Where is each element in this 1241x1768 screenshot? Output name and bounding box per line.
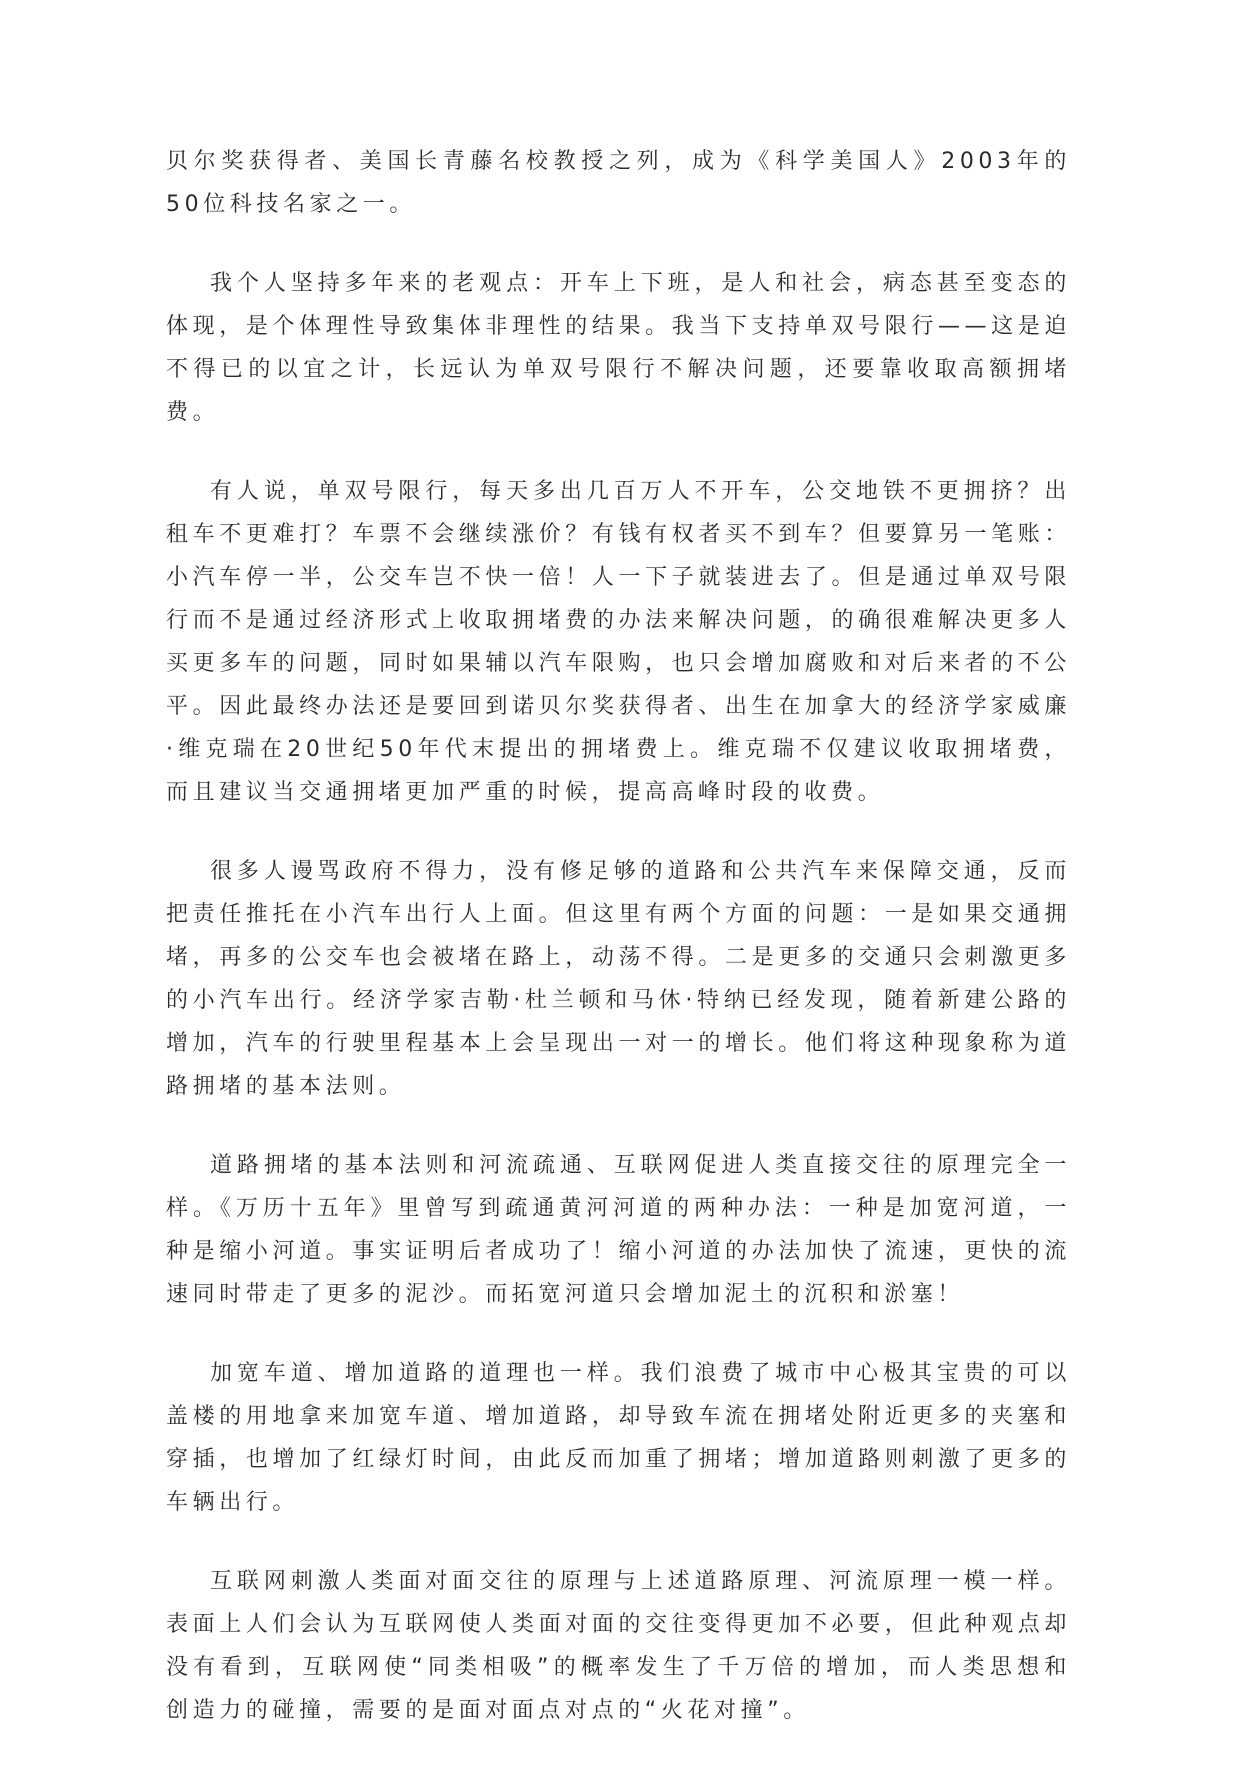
- paragraph-2: 我个人坚持多年来的老观点：开车上下班，是人和社会，病态甚至变态的体现，是个体理性导致集体非理性的结果。我当下支持单双号限行——这是迫不得已的以宜之计，长远认为单双号限行不解决问题，还要靠收取高额拥堵费。: [166, 271, 1071, 425]
- paragraph-4: 很多人谩骂政府不得力，没有修足够的道路和公共汽车来保障交通，反而把责任推托在小汽车出行人上面。但这里有两个方面的问题：一是如果交通拥堵，再多的公交车也会被堵在路上，动荡不得。二是更多的交通只会刺激更多的小汽车出行。经济学家吉勒·杜兰顿和马休·特纳已经发现，随着新建公路的增加，汽车的行驶里程基本上会呈现出一对一的增长。他们将这种现象称为道路拥堵的基本法则。: [166, 859, 1071, 1099]
- document-page: [166, 140, 1071, 1768]
- paragraph-7: 互联网刺激人类面对面交往的原理与上述道路原理、河流原理一模一样。表面上人们会认为互联网使人类面对面的交往变得更加不必要，但此种观点却没有看到，互联网使“同类相吸”的概率发生了千万倍的增加，而人类思想和创造力的碰撞，需要的是面对面点对点的“火花对撞”。: [166, 1569, 1071, 1723]
- paragraph-1: 贝尔奖获得者、美国长青藤名校教授之列，成为《科学美国人》2003年的50位科技名家之一。: [166, 149, 1071, 217]
- paragraph-5: 道路拥堵的基本法则和河流疏通、互联网促进人类直接交往的原理完全一样。《万历十五年》里曾写到疏通黄河河道的两种办法：一种是加宽河道，一种是缩小河道。事实证明后者成功了！缩小河道的办法加快了流速，更快的流速同时带走了更多的泥沙。而拓宽河道只会增加泥土的沉积和淤塞！: [166, 1153, 1071, 1307]
- paragraph-6: 加宽车道、增加道路的道理也一样。我们浪费了城市中心极其宝贵的可以盖楼的用地拿来加宽车道、增加道路，却导致车流在拥堵处附近更多的夹塞和穿插，也增加了红绿灯时间，由此反而加重了拥堵；增加道路则刺激了更多的车辆出行。: [166, 1361, 1071, 1515]
- paragraph-3: 有人说，单双号限行，每天多出几百万人不开车，公交地铁不更拥挤？出租车不更难打？车票不会继续涨价？有钱有权者买不到车？但要算另一笔账：小汽车停一半，公交车岂不快一倍！人一下子就装进去了。但是通过单双号限行而不是通过经济形式上收取拥堵费的办法来解决问题，的确很难解决更多人买更多车的问题，同时如果辅以汽车限购，也只会增加腐败和对后来者的不公平。因此最终办法还是要回到诺贝尔奖获得者、出生在加拿大的经济学家威廉·维克瑞在20世纪50年代末提出的拥堵费上。维克瑞不仅建议收取拥堵费，而且建议当交通拥堵更加严重的时候，提高高峰时段的收费。: [166, 479, 1071, 805]
